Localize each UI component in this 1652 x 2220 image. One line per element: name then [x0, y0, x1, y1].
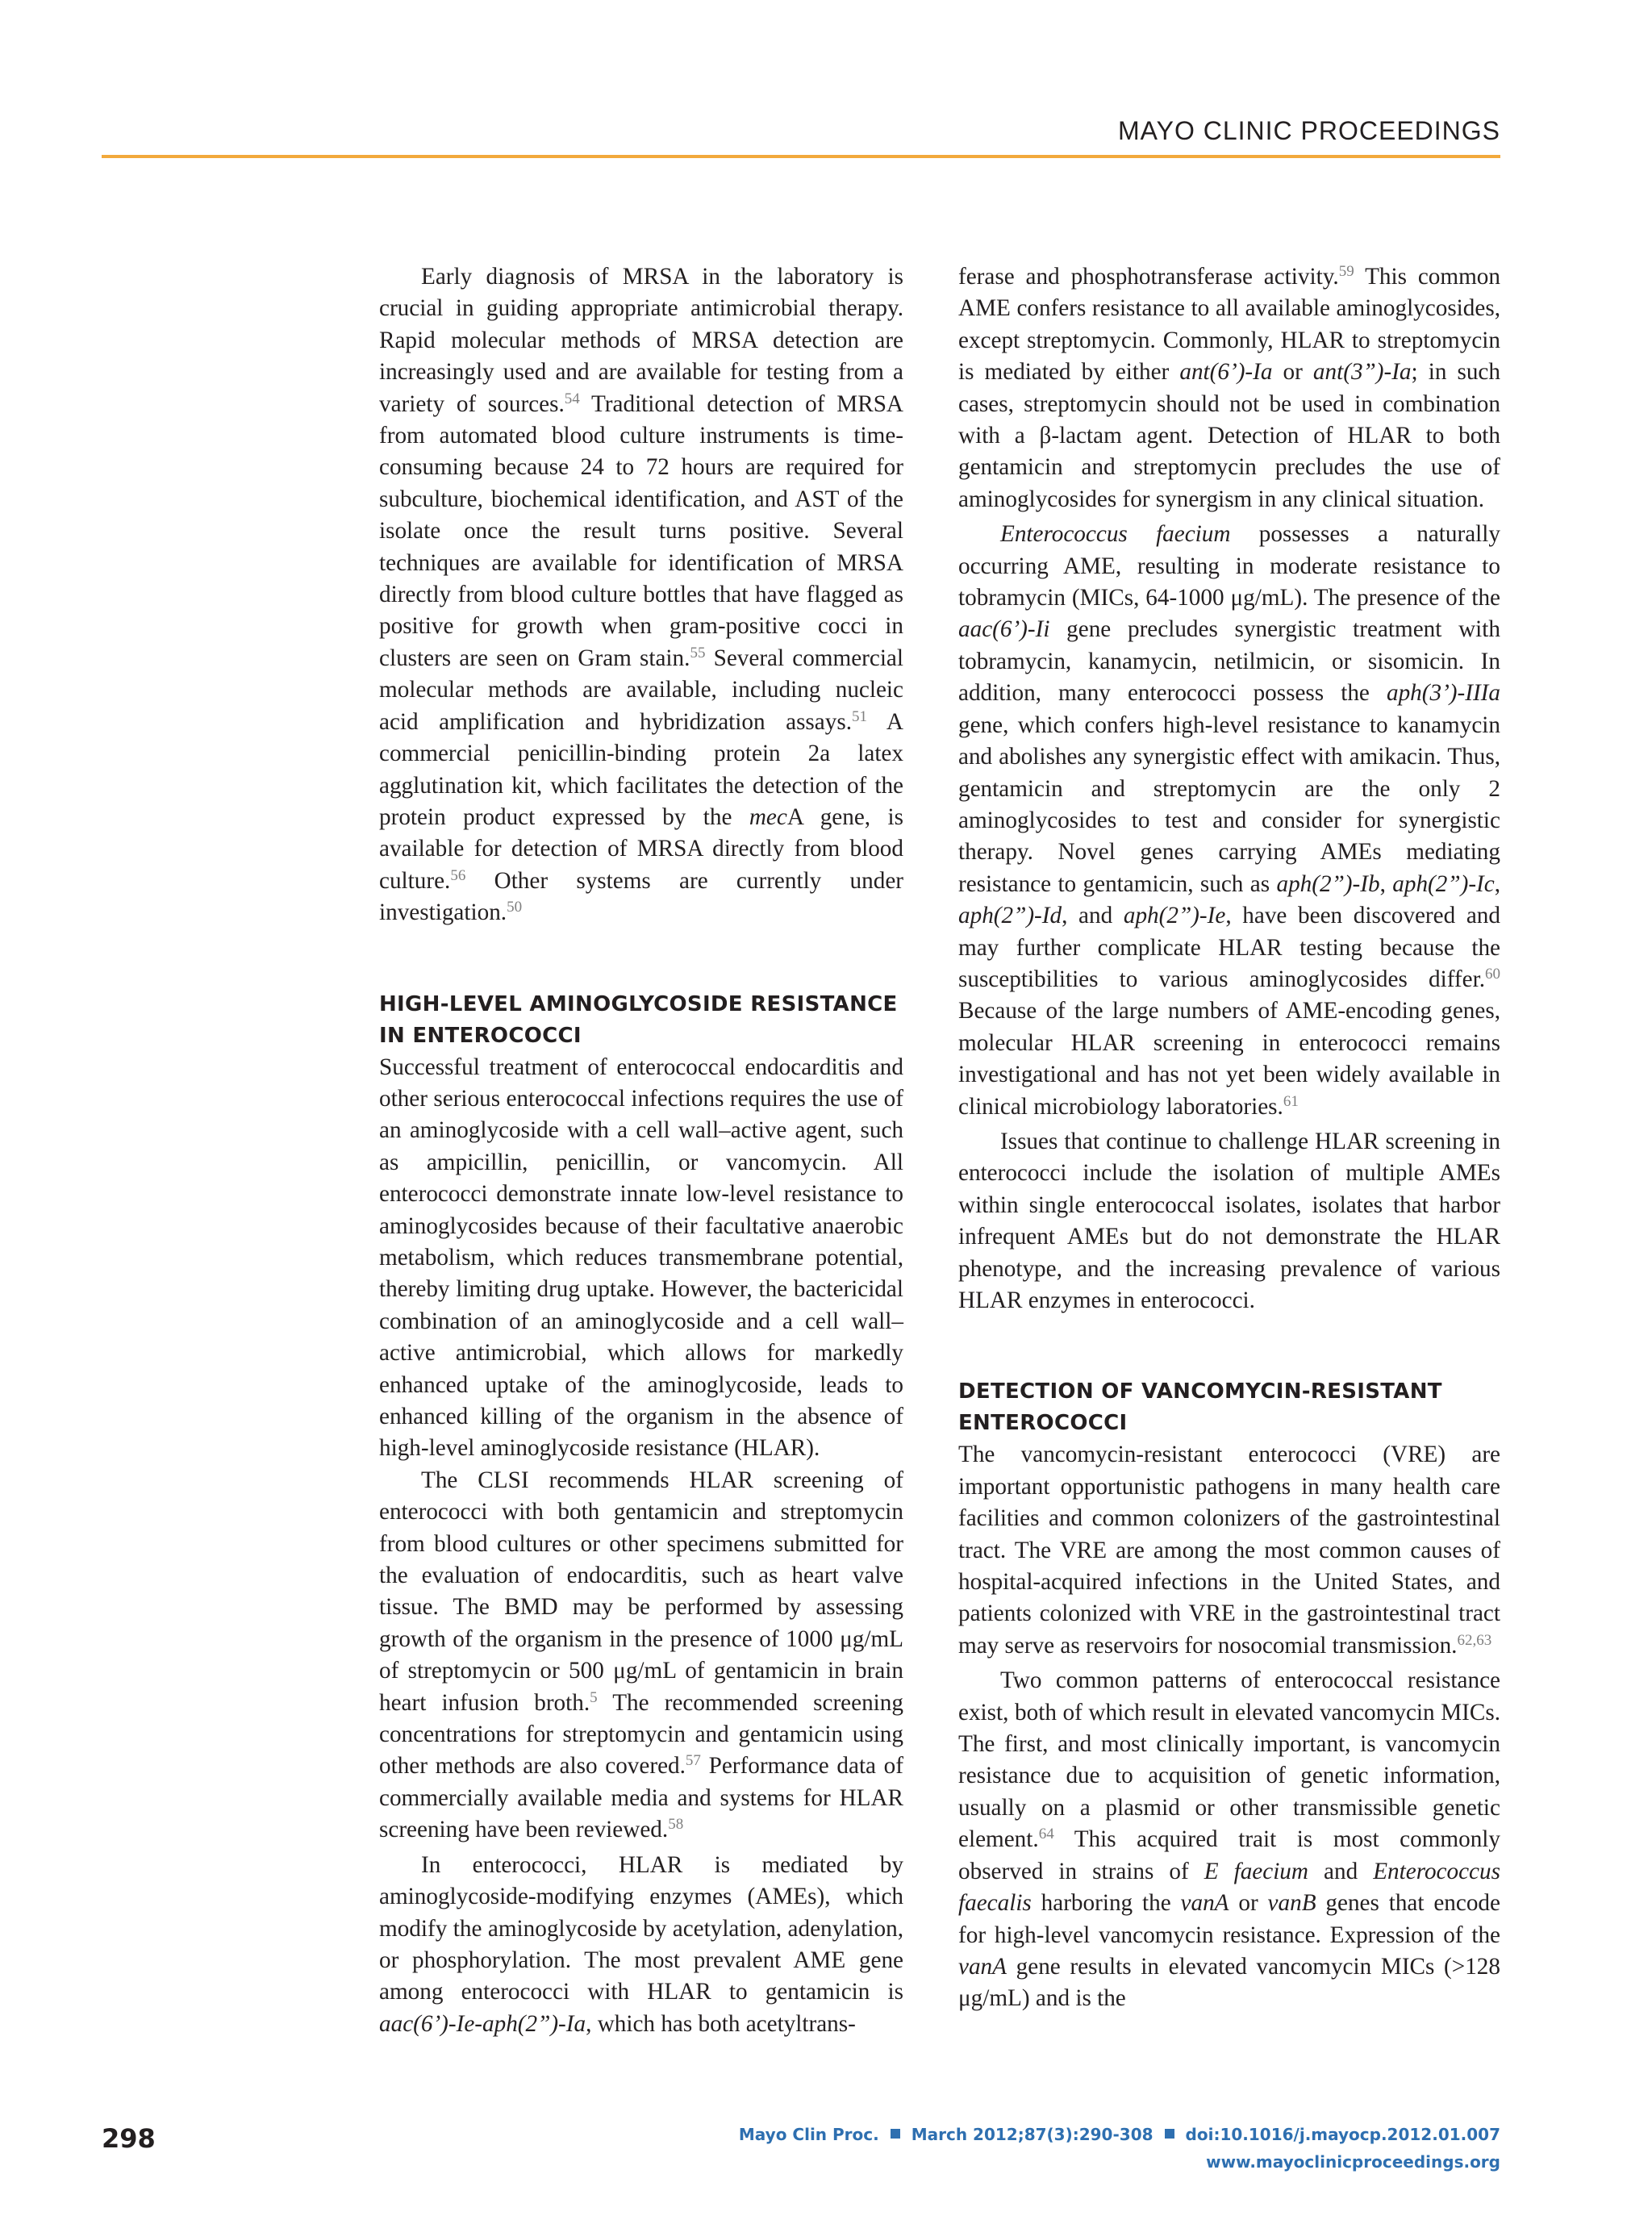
paragraph-hlar-issues: Issues that continue to challenge HLAR screening in enterococci include the isolation of multiple AMEs within single enterococcal isolates, isolates that harbor infrequent AMEs but do not demonstrate the HLAR phenotype, and the increasing prevalence of various HLAR enzymes in enterococci. [958, 1128, 1500, 1313]
issue-info: March 2012;87(3):290-308 [911, 2125, 1153, 2144]
right-column [958, 261, 1500, 2015]
square-bullet-icon [891, 2129, 900, 2139]
paragraph-ame-continued: ferase and phosphotransferase activity.$^{59}$ This common AME confers resistance to all available aminoglycosides, except streptomycin. Commonly, HLAR to streptomycin is mediated by either ant(6’)-Ia or ant(3”)-Ia; in such cases, streptomycin should not be used in combination with a β-lactam agent. Detection of HLAR to both gentamicin and streptomycin precludes the use of aminoglycosides for synergism in any clinical situation. [958, 263, 1500, 512]
doi-link[interactable]: doi:10.1016/j.mayocp.2012.01.007 [1185, 2125, 1500, 2144]
running-header [102, 113, 1500, 158]
paragraph-ame: In enterococci, HLAR is mediated by aminoglycoside-modifying enzymes (AMEs), which modify the aminoglycoside by acetylation, adenylation, or phosphorylation. The most prevalent AME gene among enterococci with HLAR to gentamicin is aac(6’)-Ie-aph(2”)-Ia, which has both acetyltrans- [379, 1851, 903, 2037]
section-heading-vre: DETECTION OF VANCOMYCIN-RESISTANT ENTEROCOCCI [958, 1379, 1442, 1436]
section-heading-hlar: HIGH-LEVEL AMINOGLYCOSIDE RESISTANCE IN ENTEROCOCCI [379, 991, 898, 1048]
paragraph-vre-intro: The vancomycin-resistant enterococci (VRE) are important opportunistic pathogens in many health care facilities and common colonizers of the gastrointestinal tract. The VRE are among the most common causes of hospital-acquired infections in the United States, and patients colonized with VRE in the gastrointestinal tract may serve as reservoirs for nosocomial transmission.$^{62,63}$ [958, 1442, 1500, 1659]
square-bullet-icon [1165, 2129, 1174, 2139]
left-column [379, 261, 903, 2040]
journal-url-link[interactable]: www.mayoclinicproceedings.org [1206, 2152, 1500, 2172]
paragraph-e-faecium: Enterococcus faecium possesses a naturally occurring AME, resulting in moderate resistance to tobramycin (MICs, 64-1000 μg/mL). The presence of the aac(6’)-Ii gene precludes synergistic treatment with tobramycin, kanamycin, netilmicin, or sisomicin. In addition, many enterococci possess the aph(3’)-IIIa gene, which confers high-level resistance to kanamycin and abolishes any synergistic effect with amikacin. Thus, gentamicin and streptomycin are the only 2 aminoglycosides to test and consider for synergistic therapy. Novel genes carrying AMEs mediating resistance to gentamicin, such as aph(2”)-Ib, aph(2”)-Ic, aph(2”)-Id, and aph(2”)-Ie, have been discovered and may further complicate HLAR testing because the susceptibilities to various aminoglycosides differ.$^{60}$ Because of the large numbers of AME-encoding genes, molecular HLAR screening in enterococci remains investigational and has not yet been widely available in clinical microbiology laboratories.$^{61}$ [958, 521, 1501, 1120]
page-number: 298 [102, 2123, 156, 2154]
paragraph-hlar-intro: Successful treatment of enterococcal endocarditis and other serious enterococcal infections requires the use of an aminoglycoside with a cell wall–active agent, such as ampicillin, penicillin, or vancomycin. All enterococci demonstrate innate low-level resistance to aminoglycosides because of their facultative anaerobic metabolism, which reduces transmembrane potential, thereby limiting drug uptake. However, the bactericidal combination of an aminoglycoside and a cell wall–active antimicrobial, which allows for markedly enhanced uptake of the aminoglycoside, leads to enhanced killing of the organism in the absence of high-level aminoglycoside resistance (HLAR). [379, 1054, 903, 1462]
paragraph-resistance-patterns: Two common patterns of enterococcal resistance exist, both of which result in elevated vancomycin MICs. The first, and most clinically important, is vancomycin resistance due to acquisition of genetic information, usually on a plasmid or other transmissible genetic element.$^{64}$ This acquired trait is most commonly observed in strains of E faecium and Enterococcus faecalis harboring the vanA or vanB genes that encode for high-level vancomycin resistance. Expression of the vanA gene results in elevated vancomycin MICs (>128 μg/mL) and is the [958, 1667, 1500, 2012]
journal-abbrev: Mayo Clin Proc. [738, 2125, 879, 2144]
journal-name: MAYO CLINIC PROCEEDINGS [1117, 116, 1500, 145]
footer-citation [739, 2125, 1500, 2144]
paragraph-clsi-screening: The CLSI recommends HLAR screening of enterococci with both gentamicin and streptomycin from blood cultures or other specimens submitted for the evaluation of endocarditis, such as heart valve tissue. The BMD may be performed by assessing growth of the organism in the presence of 1000 μg/mL of streptomycin or 500 μg/mL of gentamicin in brain heart infusion broth.$^5$ The recommended screening concentrations for streptomycin and gentamicin using other methods are also covered.$^{57}$ Performance data of commercially available media and systems for HLAR screening have been reviewed.$^{58}$ [379, 1467, 903, 1843]
paragraph-mrsa-diagnosis: Early diagnosis of MRSA in the laboratory is crucial in guiding appropriate antimicrobial therapy. Rapid molecular methods of MRSA detection are increasingly used and are available for testing from a variety of sources.$^{54}$ Traditional detection of MRSA from automated blood culture instruments is time-consuming because 24 to 72 hours are required for subculture, biochemical identification, and AST of the isolate once the result turns positive. Several techniques are available for identification of MRSA directly from blood culture bottles that have flagged as positive for growth when gram-positive cocci in clusters are seen on Gram stain.$^{55}$ Several commercial molecular methods are available, including nucleic acid amplification and hybridization assays.$^{51}$ A commercial penicillin-binding protein 2a latex agglutination kit, which facilitates the detection of the protein product expressed by the mecA gene, is available for detection of MRSA directly from blood culture.$^{56}$ Other systems are currently under investigation.$^{50}$ [379, 264, 904, 926]
